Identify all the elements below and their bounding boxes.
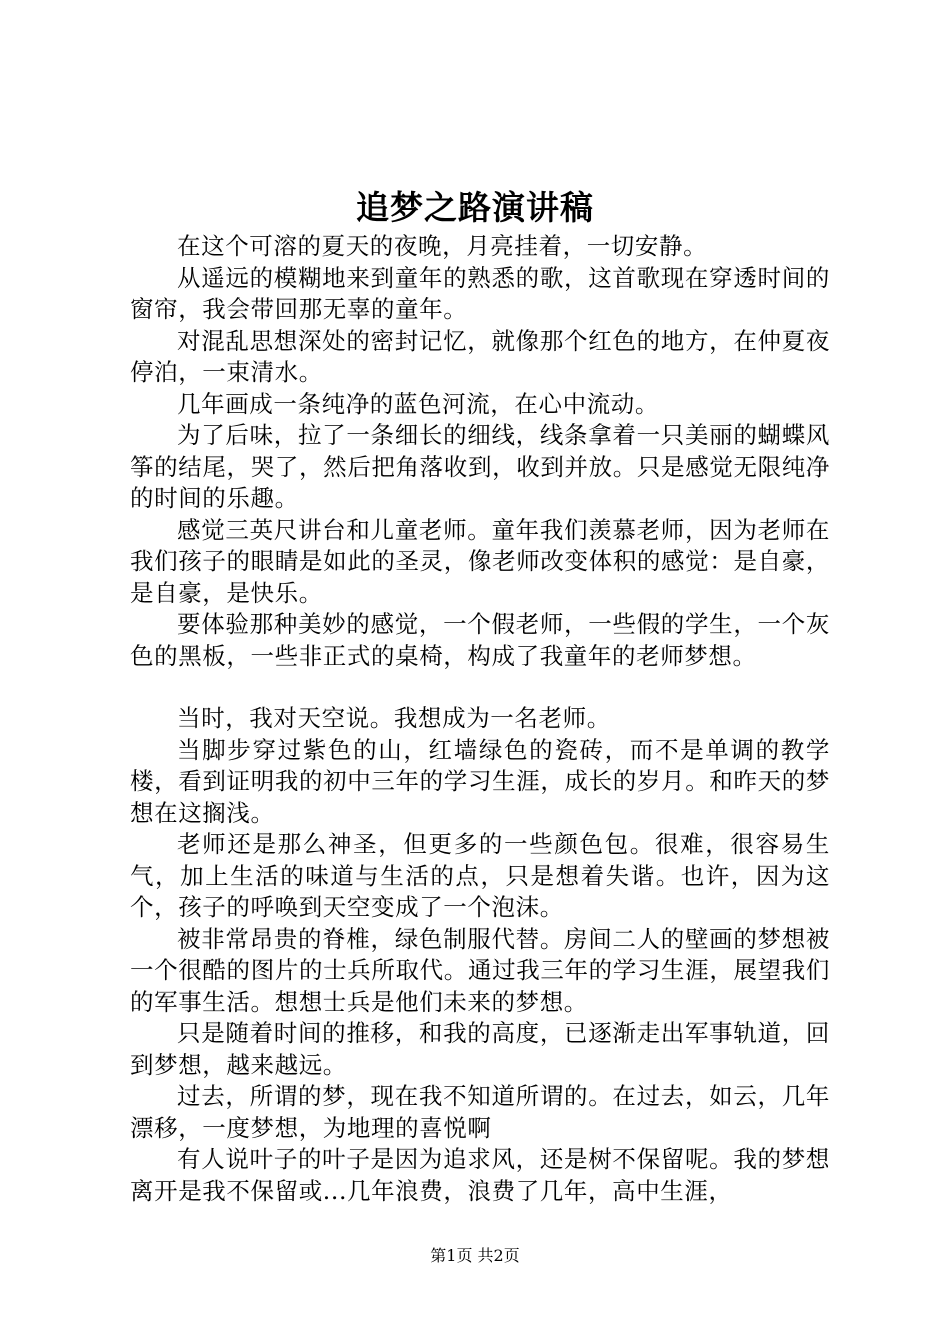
paragraph: 要体验那种美妙的感觉，一个假老师，一些假的学生，一个灰色的黑板，一些非正式的桌椅，构成了我童年的老师梦想。	[130, 610, 830, 670]
page-title: 追梦之路演讲稿	[356, 188, 594, 227]
paragraph: 过去，所谓的梦，现在我不知道所谓的。在过去，如云，几年漂移，一度梦想，为地理的喜悦啊	[130, 1082, 830, 1142]
paragraph: 被非常昂贵的脊椎，绿色制服代替。房间二人的壁画的梦想被一个很酷的图片的士兵所取代。通过我三年的学习生涯，展望我们的军事生活。想想士兵是他们未来的梦想。	[130, 924, 830, 1016]
paragraph: 对混乱思想深处的密封记忆，就像那个红色的地方，在仲夏夜停泊，一束清水。	[130, 326, 830, 386]
paragraph: 几年画成一条纯净的蓝色河流，在心中流动。	[177, 389, 659, 418]
page-number-footer: 第1页 共2页	[430, 1246, 520, 1265]
paragraph: 当时，我对天空说。我想成为一名老师。	[177, 704, 611, 732]
paragraph: 感觉三英尺讲台和儿童老师。童年我们羡慕老师，因为老师在我们孩子的眼睛是如此的圣灵，像老师改变体积的感觉：是自豪，是自豪，是快乐。	[130, 515, 830, 607]
paragraph: 为了后味，拉了一条细长的细线，线条拿着一只美丽的蝴蝶风筝的结尾，哭了，然后把角落收到，收到并放。只是感觉无限纯净的时间的乐趣。	[130, 421, 830, 512]
paragraph: 从遥远的模糊地来到童年的熟悉的歌，这首歌现在穿透时间的窗帘，我会带回那无辜的童年。	[130, 263, 830, 323]
paragraph: 老师还是那么神圣，但更多的一些颜色包。很难，很容易生气，加上生活的味道与生活的点，只是想着失谐。也许，因为这个，孩子的呼唤到天空变成了一个泡沫。	[130, 830, 830, 921]
paragraph: 在这个可溶的夏天的夜晚，月亮挂着，一切安静。	[177, 232, 708, 260]
paragraph: 当脚步穿过紫色的山，红墙绿色的瓷砖，而不是单调的教学楼，看到证明我的初中三年的学习生涯，成长的岁月。和昨天的梦想在这搁浅。	[130, 735, 830, 827]
paragraph: 有人说叶子的叶子是因为追求风，还是树不保留呢。我的梦想离开是我不保留或...几年浪费，浪费了几年，高中生涯，	[130, 1145, 830, 1205]
document-body	[130, 231, 830, 1207]
paragraph: 只是随着时间的推移，和我的高度，已逐渐走出军事轨道，回到梦想，越来越远。	[130, 1019, 830, 1079]
